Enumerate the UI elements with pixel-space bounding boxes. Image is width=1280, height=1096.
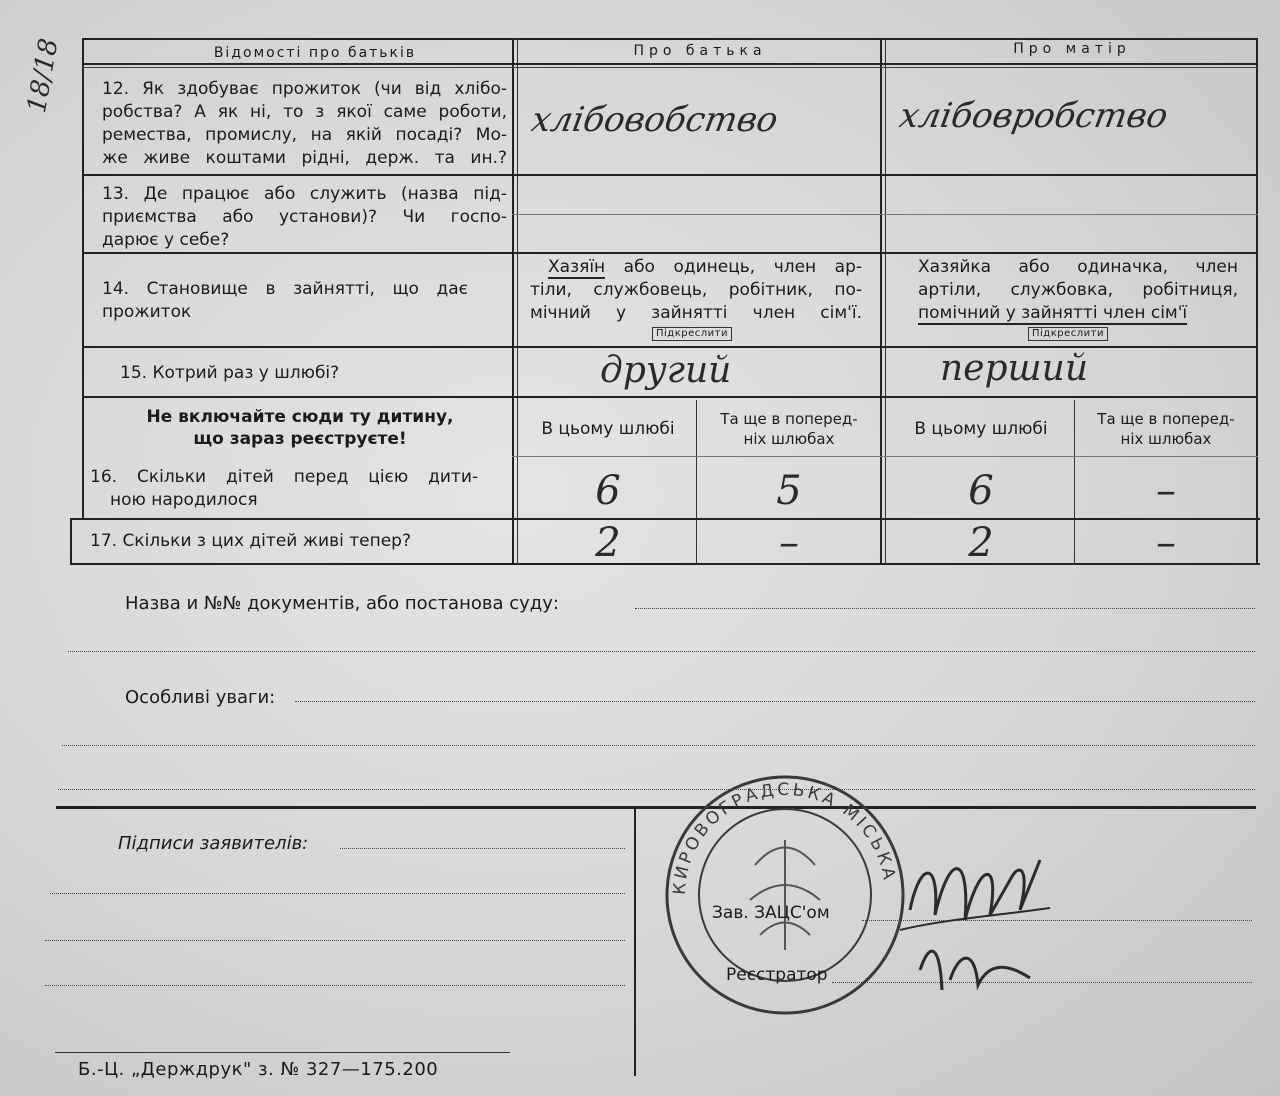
stamp-text: КИРОВОГРАДСЬКА МІСЬКА [669,779,900,896]
q14-father-underlined: Хазяїн [548,257,606,277]
q17-father-prev: – [779,520,799,566]
head-label: Зав. ЗАЦС'ом [712,903,830,923]
documents-line-1 [635,608,1255,609]
q17-mother-prev: – [1156,520,1176,566]
signature-line-4 [45,985,625,986]
signature-line-2 [50,893,625,894]
q15-father-answer: другий [600,350,732,391]
section-divider [56,806,1256,809]
info-table: Відомості про батьків Про батька Про матір 12. Як здобуває прожиток (чи від хлібо- робства? А як ні, то з якої саме роботи, ремества, промислу, на якій посаді? Мо- же живе коштами рідні, держ. та ин.? хлібовобство хлібовробство 13. Де працює або служить (назва під- приємства або установи)? Чи госпо- дарює у себе? 14. Становище в зайнятті, що дає прожиток Хазяїн або одинець, член ар- тіли, службовець, робітник, по- мічний у зайнятті член сім'ї. Підкреслити Хазяйка або одиначка, член артіли, службовка, робітниця, помічний у зайнятті член сім'ї Підкреслити 15. Котрий раз у шлюбі? другий перший Не включайте сюди ту дитину, що зараз реєструєте! В цьому шлюбі Та ще в поперед- ніх шлюбах В цьому шлюбі Та ще в поперед- ніх шлюбах 16. Скільки дітей перед цією дити- ною народилося 6 5 6 – 17. Скільки з цих дітей живі тепер? 2 – 2 – [70,38,1260,565]
documents-label: Назва и №№ документів, або постанова суду: [125,593,559,614]
remarks-label: Особливі уваги: [125,687,276,708]
father-this-marriage-header: В цьому шлюбі [541,419,675,439]
q14-father-note: Підкреслити [652,327,732,341]
q15-question: 15. Котрий раз у шлюбі? [120,363,340,383]
mother-this-marriage-header: В цьому шлюбі [914,419,1048,439]
documents-line-2 [68,651,1255,652]
signature-line-3 [45,940,625,941]
q12-mother-answer: хлібовробство [896,96,1171,136]
q15-mother-answer: перший [940,348,1089,389]
remarks-line-2 [62,745,1255,746]
signature-line-1 [340,848,625,849]
signature-divider [634,808,636,1076]
col-header-father: Про батька [633,43,767,59]
q16-father-this: 6 [595,468,621,514]
remarks-line-1 [295,701,1255,702]
registrar-label: Реєстратор [726,965,828,985]
q17-question: 17. Скільки з цих дітей живі тепер? [90,531,411,551]
printer-rule [55,1052,510,1053]
signatures-label: Підписи заявителів: [118,833,309,854]
q17-mother-this: 2 [968,520,994,566]
q12-father-answer: хлібовобство [528,100,782,140]
q16-father-prev: 5 [776,468,802,514]
col-header-mother: Про матір [1013,41,1131,57]
printer-info: Б.-Ц. „Держдрук" з. № 327—175.200 [78,1059,439,1080]
q17-father-this: 2 [595,520,621,566]
margin-note: 18/18 [22,36,65,116]
remarks-line-3 [58,789,1255,790]
head-signature [880,820,1080,1000]
col-header-info: Відомості про батьків [213,45,417,61]
q16-mother-prev: – [1156,468,1176,514]
q14-mother-underlined: помічний у зайнятті член сім'ї [918,303,1188,323]
q14-mother-note: Підкреслити [1028,327,1108,341]
q16-mother-this: 6 [968,468,994,514]
